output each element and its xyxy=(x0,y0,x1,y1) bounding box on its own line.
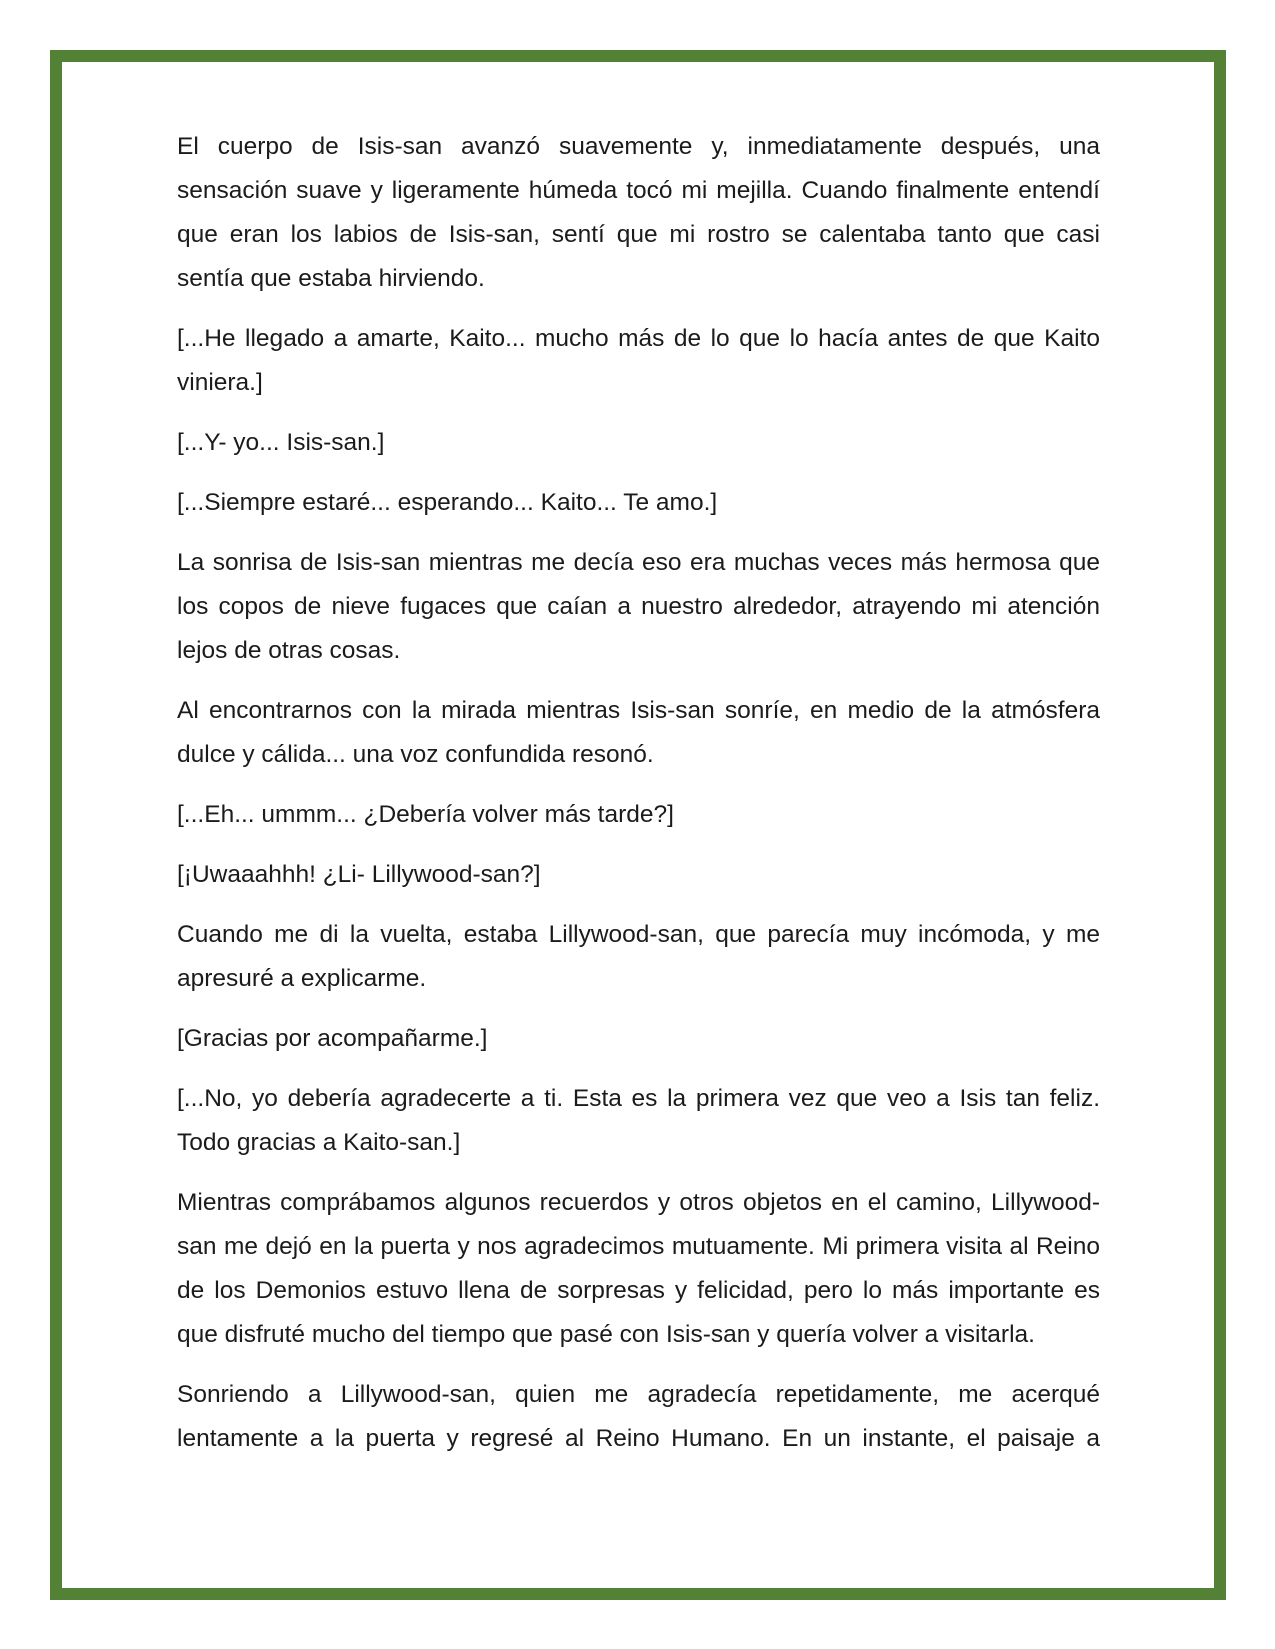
dialogue-line: [...Eh... ummm... ¿Debería volver más tarde?] xyxy=(177,801,674,828)
paragraph: Sonriendo a Lillywood-san, quien me agradecía repetidamente, me acerqué lentamente a la puerta y regresé al Reino Humano. En un instante, el paisaje a xyxy=(177,1381,1100,1452)
dialogue-line: [...No, yo debería agradecerte a ti. Esta es la primera vez que veo a Isis tan feliz. Todo gracias a Kaito-san.] xyxy=(177,1085,1100,1156)
dialogue-line: [...Y- yo... Isis-san.] xyxy=(177,429,385,456)
document-body xyxy=(177,125,1100,1477)
dialogue-line: [Gracias por acompañarme.] xyxy=(177,1025,488,1052)
paragraph: La sonrisa de Isis-san mientras me decía eso era muchas veces más hermosa que los copos de nieve fugaces que caían a nuestro alrededor, atrayendo mi atención lejos de otras cosas. xyxy=(177,549,1100,664)
dialogue-line: [...Siempre estaré... esperando... Kaito... Te amo.] xyxy=(177,489,718,516)
paragraph: Cuando me di la vuelta, estaba Lillywood-san, que parecía muy incómoda, y me apresuré a explicarme. xyxy=(177,921,1100,992)
paragraph: Al encontrarnos con la mirada mientras Isis-san sonríe, en medio de la atmósfera dulce y cálida... una voz confundida resonó. xyxy=(177,697,1100,768)
paragraph: Mientras comprábamos algunos recuerdos y otros objetos en el camino, Lillywood-san me dejó en la puerta y nos agradecimos mutuamente. Mi primera visita al Reino de los Demonios estuvo llena de sorpresas y felicidad, pero lo más importante es que disfruté mucho del tiempo que pasé con Isis-san y quería volver a visitarla. xyxy=(177,1189,1100,1348)
paragraph: El cuerpo de Isis-san avanzó suavemente y, inmediatamente después, una sensación suave y ligeramente húmeda tocó mi mejilla. Cuando finalmente entendí que eran los labios de Isis-san, sentí que mi rostro se calentaba tanto que casi sentía que estaba hirviendo. xyxy=(177,133,1100,292)
dialogue-line: [...He llegado a amarte, Kaito... mucho más de lo que lo hacía antes de que Kaito viniera.] xyxy=(177,325,1100,396)
dialogue-line: [¡Uwaaahhh! ¿Li- Lillywood-san?] xyxy=(177,861,541,888)
